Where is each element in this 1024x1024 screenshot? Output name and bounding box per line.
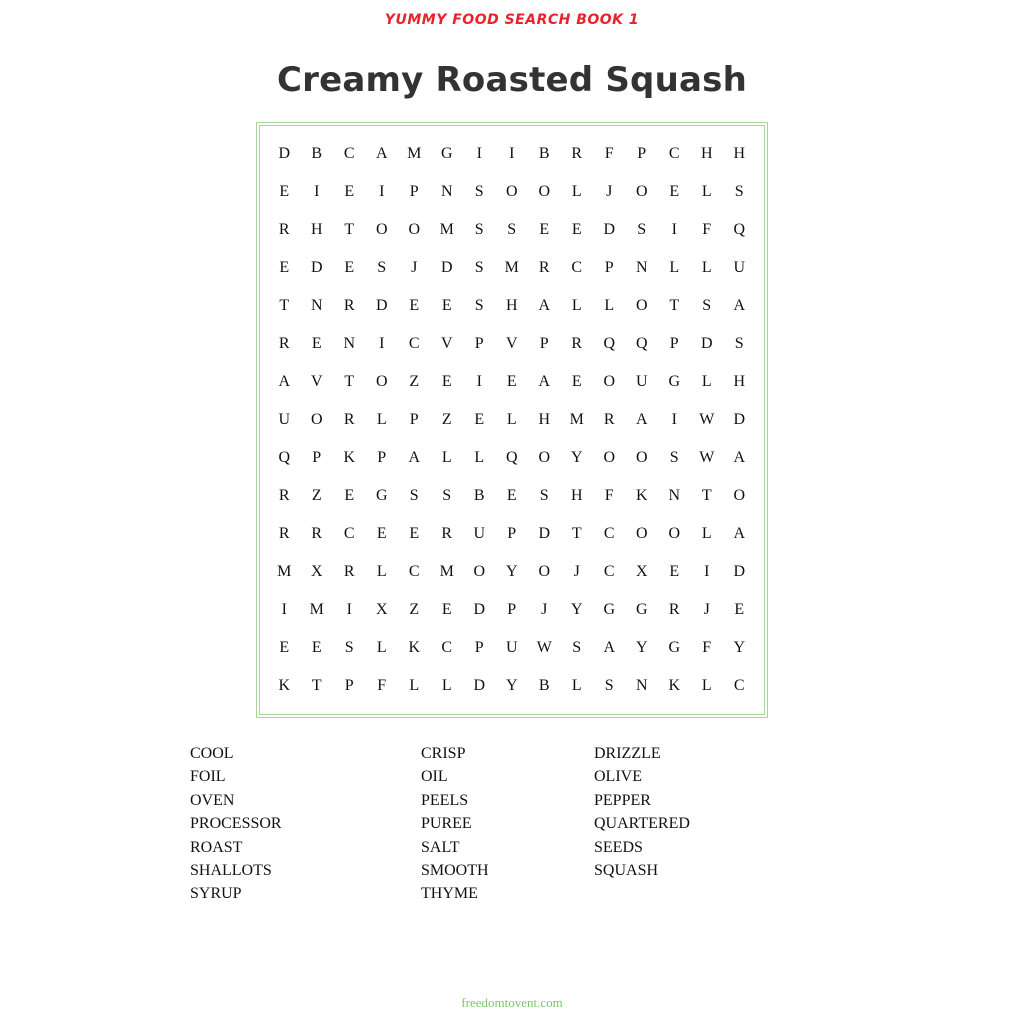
grid-cell[interactable]: E	[571, 373, 582, 390]
grid-cell[interactable]: M	[309, 601, 324, 618]
grid-cell[interactable]: R	[571, 145, 583, 162]
grid-cell[interactable]: P	[539, 335, 549, 352]
grid-cell[interactable]: H	[310, 221, 323, 238]
grid-cell[interactable]: E	[376, 525, 387, 542]
grid-cell[interactable]: Q	[635, 335, 648, 352]
grid-cell[interactable]: M	[407, 145, 422, 162]
grid-cell[interactable]: O	[603, 449, 616, 466]
grid-cell[interactable]: I	[281, 601, 287, 618]
grid-cell[interactable]: G	[375, 487, 388, 504]
grid-cell[interactable]: D	[700, 335, 713, 352]
grid-cell[interactable]: R	[343, 411, 355, 428]
grid-cell[interactable]: P	[377, 449, 387, 466]
word-list-item: SMOOTH	[421, 861, 489, 879]
grid-cell[interactable]: G	[635, 601, 648, 618]
grid-cell[interactable]: B	[538, 145, 550, 162]
grid-cell[interactable]: N	[668, 487, 681, 504]
grid-cell[interactable]: R	[343, 297, 355, 314]
grid-cell[interactable]: E	[409, 525, 420, 542]
grid-cell[interactable]: E	[539, 221, 550, 238]
grid-cell[interactable]: S	[539, 487, 549, 504]
word-list-item: THYME	[421, 885, 478, 903]
grid-row	[268, 325, 756, 363]
grid-cell[interactable]: L	[669, 259, 680, 276]
grid-cell[interactable]: E	[311, 639, 322, 656]
grid-cell[interactable]: I	[379, 183, 385, 200]
grid-row	[268, 173, 756, 211]
grid-cell[interactable]: T	[701, 487, 712, 504]
grid-cell[interactable]: H	[733, 373, 746, 390]
word-list-item: PROCESSOR	[190, 815, 282, 833]
grid-cell[interactable]: L	[441, 449, 452, 466]
grid-cell[interactable]: X	[375, 601, 388, 618]
grid-row	[268, 211, 756, 249]
grid-cell[interactable]: D	[733, 411, 746, 428]
grid-cell[interactable]: O	[310, 411, 323, 428]
grid-row	[268, 591, 756, 629]
grid-cell[interactable]: D	[375, 297, 388, 314]
grid-cell[interactable]: O	[635, 183, 648, 200]
grid-cell[interactable]: V	[440, 335, 453, 352]
word-list-item: PUREE	[421, 815, 472, 833]
grid-cell[interactable]: O	[733, 487, 746, 504]
grid-cell[interactable]: L	[701, 677, 712, 694]
grid-cell[interactable]: C	[668, 145, 680, 162]
grid-cell[interactable]: I	[314, 183, 320, 200]
grid-cell[interactable]: C	[343, 525, 355, 542]
grid-cell[interactable]: A	[408, 449, 421, 466]
grid-cell[interactable]: F	[604, 487, 614, 504]
grid-cell[interactable]: O	[473, 563, 486, 580]
grid-cell[interactable]: Q	[278, 449, 291, 466]
grid-cell[interactable]: E	[441, 297, 452, 314]
grid-cell[interactable]: N	[635, 677, 648, 694]
word-list-item: PEELS	[421, 791, 469, 809]
grid-cell[interactable]: P	[507, 601, 517, 618]
grid-cell[interactable]: P	[507, 525, 517, 542]
grid-cell[interactable]: V	[310, 373, 323, 390]
grid-cell[interactable]: K	[635, 487, 648, 504]
grid-cell[interactable]: L	[701, 183, 712, 200]
grid-cell[interactable]: J	[411, 259, 418, 276]
grid-cell[interactable]: C	[408, 335, 420, 352]
grid-cell[interactable]: O	[635, 449, 648, 466]
grid-cell[interactable]: L	[441, 677, 452, 694]
word-list-item: FOIL	[190, 768, 226, 786]
word-list-item: SALT	[421, 838, 460, 856]
grid-cell[interactable]: E	[279, 183, 290, 200]
grid-cell[interactable]: O	[668, 525, 681, 542]
grid-cell[interactable]: N	[343, 335, 356, 352]
grid-cell[interactable]: I	[671, 411, 677, 428]
grid-cell[interactable]: E	[344, 259, 355, 276]
grid-cell[interactable]: G	[668, 373, 681, 390]
grid-cell[interactable]: G	[440, 145, 453, 162]
grid-cell[interactable]: S	[637, 221, 647, 238]
grid-row	[268, 363, 756, 401]
grid-cell[interactable]: A	[635, 411, 648, 428]
grid-cell[interactable]: S	[572, 639, 582, 656]
word-list-item: CRISP	[421, 745, 466, 762]
grid-cell[interactable]: P	[344, 677, 354, 694]
grid-cell[interactable]: O	[375, 373, 388, 390]
grid-cell[interactable]: Y	[635, 639, 648, 656]
grid-cell[interactable]: S	[442, 487, 452, 504]
grid-cell[interactable]: E	[571, 221, 582, 238]
grid-cell[interactable]: L	[506, 411, 517, 428]
grid-cell[interactable]: O	[538, 449, 551, 466]
grid-cell[interactable]: T	[571, 525, 582, 542]
grid-cell[interactable]: I	[476, 145, 482, 162]
grid-cell[interactable]: N	[310, 297, 323, 314]
word-list-column-1	[190, 744, 282, 908]
grid-cell[interactable]: S	[344, 639, 354, 656]
grid-cell[interactable]: A	[375, 145, 388, 162]
grid-cell[interactable]: Q	[603, 335, 616, 352]
grid-cell[interactable]: L	[701, 525, 712, 542]
word-list-item: OVEN	[190, 791, 235, 809]
grid-cell[interactable]: D	[278, 145, 291, 162]
grid-cell[interactable]: C	[408, 563, 420, 580]
grid-cell[interactable]: M	[569, 411, 584, 428]
grid-cell[interactable]: S	[474, 221, 484, 238]
grid-cell[interactable]: L	[474, 449, 485, 466]
grid-cell[interactable]: T	[669, 297, 680, 314]
grid-cell[interactable]: E	[279, 639, 290, 656]
grid-cell[interactable]: Z	[409, 373, 420, 390]
grid-cell[interactable]: L	[571, 297, 582, 314]
grid-cell[interactable]: G	[603, 601, 616, 618]
grid-row	[268, 287, 756, 325]
grid-cell[interactable]: W	[699, 449, 715, 466]
page-title: Creamy Roasted Squash	[277, 60, 747, 100]
grid-cell[interactable]: U	[733, 259, 746, 276]
grid-cell[interactable]: I	[671, 221, 677, 238]
grid-cell[interactable]: E	[344, 183, 355, 200]
grid-cell[interactable]: P	[474, 335, 484, 352]
grid-cell[interactable]: Z	[311, 487, 322, 504]
grid-cell[interactable]: R	[278, 221, 290, 238]
grid-cell[interactable]: Y	[505, 563, 518, 580]
grid-cell[interactable]: F	[702, 639, 712, 656]
grid-row	[268, 401, 756, 439]
grid-cell[interactable]: A	[733, 525, 746, 542]
grid-cell[interactable]: J	[606, 183, 613, 200]
grid-cell[interactable]: A	[733, 297, 746, 314]
grid-cell[interactable]: P	[669, 335, 679, 352]
grid-cell[interactable]: S	[734, 183, 744, 200]
grid-cell[interactable]: F	[377, 677, 387, 694]
grid-cell[interactable]: E	[506, 487, 517, 504]
grid-cell[interactable]: M	[439, 563, 454, 580]
grid-cell[interactable]: A	[538, 297, 551, 314]
grid-cell[interactable]: R	[571, 335, 583, 352]
word-list-item: QUARTERED	[594, 815, 690, 833]
grid-cell[interactable]: H	[538, 411, 551, 428]
grid-cell[interactable]: U	[473, 525, 486, 542]
word-list-item: SYRUP	[190, 885, 242, 903]
grid-cell[interactable]: S	[507, 221, 517, 238]
grid-cell[interactable]: A	[278, 373, 291, 390]
word-list-item: OLIVE	[594, 768, 642, 786]
grid-cell[interactable]: O	[538, 183, 551, 200]
grid-row	[268, 135, 756, 173]
grid-cell[interactable]: C	[571, 259, 583, 276]
grid-cell[interactable]: R	[441, 525, 453, 542]
grid-cell[interactable]: O	[635, 297, 648, 314]
grid-cell[interactable]: D	[473, 677, 486, 694]
word-list-item: OIL	[421, 768, 448, 786]
grid-cell[interactable]: R	[278, 525, 290, 542]
grid-cell[interactable]: O	[603, 373, 616, 390]
grid-cell[interactable]: L	[604, 297, 615, 314]
grid-row	[268, 667, 756, 705]
grid-cell[interactable]: R	[603, 411, 615, 428]
grid-cell[interactable]: J	[703, 601, 710, 618]
grid-cell[interactable]: F	[702, 221, 712, 238]
grid-cell[interactable]: M	[439, 221, 454, 238]
grid-cell[interactable]: E	[669, 183, 680, 200]
grid-row	[268, 515, 756, 553]
grid-cell[interactable]: O	[408, 221, 421, 238]
grid-cell[interactable]: C	[733, 677, 745, 694]
grid-cell[interactable]: R	[538, 259, 550, 276]
grid-cell[interactable]: P	[474, 639, 484, 656]
grid-cell[interactable]: L	[701, 373, 712, 390]
grid-cell[interactable]: P	[604, 259, 614, 276]
grid-cell[interactable]: R	[311, 525, 323, 542]
word-list-item: PEPPER	[594, 791, 651, 809]
grid-row	[268, 553, 756, 591]
grid-cell[interactable]: Y	[505, 677, 518, 694]
grid-cell[interactable]: E	[506, 373, 517, 390]
book-brand-heading: YUMMY FOOD SEARCH BOOK 1	[384, 12, 640, 28]
grid-cell[interactable]: Z	[441, 411, 452, 428]
grid-cell[interactable]: S	[702, 297, 712, 314]
grid-cell[interactable]: D	[473, 601, 486, 618]
grid-cell[interactable]: P	[312, 449, 322, 466]
grid-cell[interactable]: X	[310, 563, 323, 580]
grid-cell[interactable]: X	[635, 563, 648, 580]
grid-cell[interactable]: A	[603, 639, 616, 656]
grid-cell[interactable]: C	[603, 525, 615, 542]
grid-cell[interactable]: B	[311, 145, 323, 162]
grid-cell[interactable]: S	[474, 297, 484, 314]
grid-cell[interactable]: I	[509, 145, 515, 162]
grid-cell[interactable]: I	[704, 563, 710, 580]
grid-cell[interactable]: Z	[409, 601, 420, 618]
grid-row	[268, 629, 756, 667]
grid-cell[interactable]: P	[409, 411, 419, 428]
grid-cell[interactable]: U	[278, 411, 291, 428]
grid-cell[interactable]: S	[474, 183, 484, 200]
grid-cell[interactable]: U	[505, 639, 518, 656]
grid-cell[interactable]: C	[603, 563, 615, 580]
grid-cell[interactable]: L	[376, 563, 387, 580]
grid-cell[interactable]: K	[343, 449, 356, 466]
grid-cell[interactable]: B	[473, 487, 485, 504]
grid-cell[interactable]: I	[476, 373, 482, 390]
word-list-item: SQUASH	[594, 861, 659, 879]
grid-cell[interactable]: I	[379, 335, 385, 352]
grid-cell[interactable]: K	[408, 639, 421, 656]
word-list-item: DRIZZLE	[594, 745, 661, 762]
grid-cell[interactable]: O	[635, 525, 648, 542]
grid-cell[interactable]: S	[409, 487, 419, 504]
grid-cell[interactable]: J	[573, 563, 580, 580]
grid-cell[interactable]: V	[505, 335, 518, 352]
grid-cell[interactable]: Y	[733, 639, 746, 656]
grid-cell[interactable]: W	[699, 411, 715, 428]
grid-cell[interactable]: E	[441, 601, 452, 618]
grid-cell[interactable]: E	[311, 335, 322, 352]
grid-cell[interactable]: E	[344, 487, 355, 504]
grid-cell[interactable]: P	[637, 145, 647, 162]
grid-cell[interactable]: R	[278, 487, 290, 504]
grid-cell[interactable]: E	[409, 297, 420, 314]
grid-cell[interactable]: D	[440, 259, 453, 276]
grid-cell[interactable]: M	[277, 563, 292, 580]
grid-cell[interactable]: H	[700, 145, 713, 162]
grid-cell[interactable]: L	[409, 677, 420, 694]
grid-cell[interactable]: W	[536, 639, 552, 656]
grid-cell[interactable]: E	[279, 259, 290, 276]
grid-cell[interactable]: O	[538, 563, 551, 580]
grid-cell[interactable]: S	[474, 259, 484, 276]
grid-cell[interactable]: K	[278, 677, 291, 694]
letter-grid	[268, 135, 756, 705]
word-list-item: COOL	[190, 745, 234, 762]
grid-row	[268, 439, 756, 477]
grid-cell[interactable]: T	[344, 221, 355, 238]
grid-cell[interactable]: P	[409, 183, 419, 200]
grid-cell[interactable]: Q	[505, 449, 518, 466]
grid-cell[interactable]: L	[376, 639, 387, 656]
grid-cell[interactable]: A	[538, 373, 551, 390]
word-list-column-3	[594, 744, 690, 884]
grid-cell[interactable]: S	[734, 335, 744, 352]
grid-cell[interactable]: L	[701, 259, 712, 276]
grid-cell[interactable]: S	[669, 449, 679, 466]
grid-cell[interactable]: H	[733, 145, 746, 162]
grid-cell[interactable]: I	[346, 601, 352, 618]
grid-cell[interactable]: D	[733, 563, 746, 580]
grid-cell[interactable]: H	[505, 297, 518, 314]
footer-site-link[interactable]: freedomtovent.com	[461, 995, 563, 1010]
grid-cell[interactable]: G	[668, 639, 681, 656]
grid-cell[interactable]: O	[375, 221, 388, 238]
grid-cell[interactable]: T	[279, 297, 290, 314]
grid-cell[interactable]: E	[441, 373, 452, 390]
grid-row	[268, 249, 756, 287]
grid-cell[interactable]: D	[538, 525, 551, 542]
grid-cell[interactable]: K	[668, 677, 681, 694]
grid-cell[interactable]: T	[311, 677, 322, 694]
grid-cell[interactable]: D	[310, 259, 323, 276]
grid-cell[interactable]: B	[538, 677, 550, 694]
grid-cell[interactable]: R	[668, 601, 680, 618]
grid-cell[interactable]: U	[635, 373, 648, 390]
grid-cell[interactable]: Q	[733, 221, 746, 238]
grid-cell[interactable]: R	[278, 335, 290, 352]
grid-cell[interactable]: D	[603, 221, 616, 238]
grid-cell[interactable]: F	[604, 145, 614, 162]
word-list-item: SHALLOTS	[190, 861, 272, 879]
grid-cell[interactable]: N	[440, 183, 453, 200]
grid-cell[interactable]: E	[474, 411, 485, 428]
grid-cell[interactable]: A	[733, 449, 746, 466]
grid-cell[interactable]: S	[604, 677, 614, 694]
word-list-item: SEEDS	[594, 838, 643, 856]
grid-cell[interactable]: C	[441, 639, 453, 656]
grid-cell[interactable]: C	[343, 145, 355, 162]
grid-cell[interactable]: Y	[570, 601, 583, 618]
grid-cell[interactable]: O	[505, 183, 518, 200]
grid-cell[interactable]: J	[541, 601, 548, 618]
grid-cell[interactable]: L	[571, 677, 582, 694]
grid-cell[interactable]: Y	[570, 449, 583, 466]
grid-cell[interactable]: E	[669, 563, 680, 580]
grid-cell[interactable]: M	[504, 259, 519, 276]
grid-cell[interactable]: E	[734, 601, 745, 618]
grid-cell[interactable]: H	[570, 487, 583, 504]
grid-cell[interactable]: L	[571, 183, 582, 200]
grid-cell[interactable]: N	[635, 259, 648, 276]
grid-cell[interactable]: R	[343, 563, 355, 580]
grid-row	[268, 477, 756, 515]
grid-cell[interactable]: S	[377, 259, 387, 276]
grid-cell[interactable]: T	[344, 373, 355, 390]
word-list-column-2	[421, 744, 489, 908]
grid-cell[interactable]: L	[376, 411, 387, 428]
word-list-item: ROAST	[190, 838, 243, 856]
